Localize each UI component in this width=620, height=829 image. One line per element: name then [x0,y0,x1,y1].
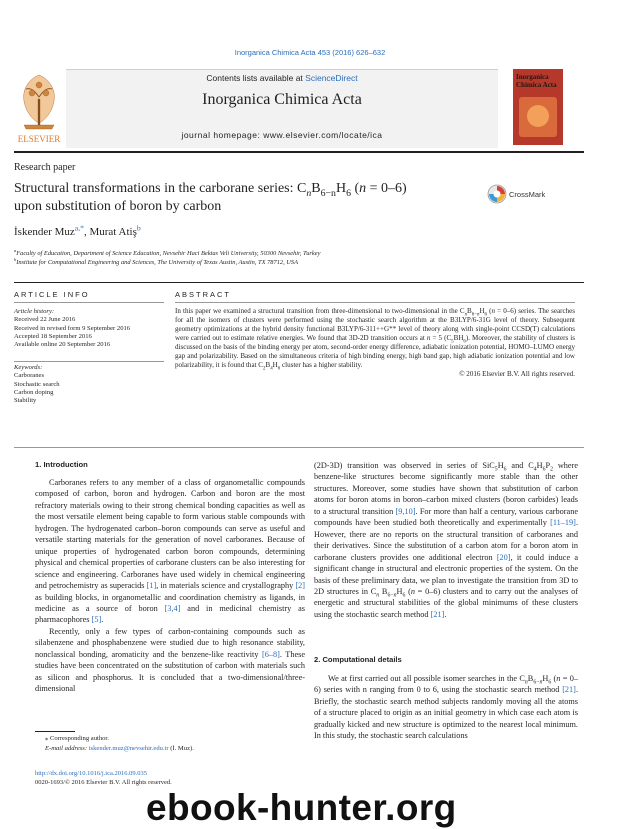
doi-block [35,769,172,787]
affil-sup: b [14,256,17,262]
journal-title: Inorganica Chimica Acta [202,91,362,108]
homepage-prefix: journal homepage: [181,130,264,140]
author-list [14,223,141,238]
body-column-right-section2 [314,673,578,742]
citation-link[interactable]: [1] [146,581,157,591]
email-label: E-mail address: [45,744,89,752]
author-separator: , [83,226,90,238]
citation-link[interactable]: [6–8] [261,649,280,659]
citation-link[interactable]: [21] [430,609,445,619]
history-item: Accepted 18 September 2016 [14,332,92,340]
keyword-item: Stochastic search [14,380,60,388]
keyword-item: Stability [14,397,37,405]
title-sub: 6−n [320,187,336,199]
footnote-rule [35,731,75,732]
article-info-heading: ARTICLE INFO [14,290,90,299]
keyword-item: Carboranes [14,372,45,380]
article-history [14,308,164,349]
author-name[interactable]: İskender Muz [14,226,75,238]
body-rule [14,447,584,448]
paragraph: Carboranes refers to any member of a class of organometallic compounds composed of carbon, boron and hydrogen. Carbon and boron are the most refractory materials owing to their strong chemical bonding capacities as well as the most versatile element being capable to form various stable compounds with hydrogen. The hydrogenated carbon–boron compounds can serve as useful and versatile starting materials for the generation of novel carboranes. Because of unique properties of hydrogenated carbon boron compounds, determining physical and chemical properties of carborane clusters can be also interesting for science and engineering. Carboranes have used widely in chemical engineering and petrochemistry as superacids [1], in materials science and crystallography [2] as building blocks, in organometallic and coordination chemistry as ligands, in medicine as a source of boron [3,4] and in medicinal chemistry as pharmacophores [5]. [35,478,306,625]
author-affil-sup[interactable]: a,* [74,223,84,233]
history-item: Received 22 June 2016 [14,316,76,324]
abstract-body: In this paper we examined a structural transition from three-dimensional to two-dimensional in the $C_nB_{6-n}H_6$ (n = 0–6) series. The searches for all the isomers of clusters were performed using the stochastic search algorithm at the B3LYP/6-31G level of theory. Subsequent geometry optimizations at the hybrid density functional B3LYP/6-311++G** level of theory along with single-point CCSD(T) calculations were carried out to estimate relative energies. We found that 3D-2D transition occurs at n = 5 $(C_5BH_6)$. Moreover, the stability of clusters is discussed on the basis of the binding energy per atom, second-order energy difference, adiabatic ionization potential, HOMO–LUMO energy gap and polarizability. Based on the simultaneous criteria of high binding energy, high band gap, high adiabatic ionization potential and low polarizability, it is found that $C_2B_4H_6$ cluster has a higher stability. © 2016 Elsevier B.V. All rights reserved. [175,307,576,378]
paragraph: Recently, only a few types of carbon-containing compounds such as silabenzene and phosphabenzene were studied due to high resonance stability, nonclassical bonding, aromaticity and the benzene-like reactivity [6–8]. These studies have been concentrated on the substitution of carbon with materials such as silicon and phosphorus. It is concluded that a two-dimensional/three-dimensional [35,626,305,694]
body-column-right [314,460,578,620]
abstract-rule [175,302,575,303]
email-link[interactable]: iskender.muz@nevsehir.edu.tr [88,744,169,752]
affiliations [14,249,574,267]
elsevier-logo-icon [14,69,64,147]
affil-text: Faculty of Education, Department of Science Education, Nevsehir Haci Bektas Veli University, 50300 Nevsehir, Turkey [16,250,321,257]
title-line2: upon substitution of boron by carbon [14,199,222,214]
contents-line [66,73,498,83]
author-affil-sup[interactable]: b [136,223,141,233]
contents-prefix: Contents lists available at [206,73,306,83]
affiliation-a [14,249,574,258]
email-tail: (İ. Muz). [168,744,194,752]
body-column-left [35,477,305,695]
title-text: Structural transformations in the carborane series: C [14,181,307,196]
citation-link[interactable]: [21] [562,685,576,695]
journal-homepage [66,130,498,140]
affiliation-b [14,258,574,267]
cover-title: Inorganica Chimica Acta [516,73,557,89]
keywords-rule [14,361,164,362]
abstract-heading: ABSTRACT [175,290,232,299]
elsevier-logo-text: ELSEVIER [17,134,61,144]
title-text: B [311,181,321,196]
title-text: H [335,181,347,196]
paragraph: (2D-3D) transition was observed in series of $SiC_5H_6$ and $C_4H_6P_2$ where benzene-like structures become significantly more stable than the other structures. Moreover, some studies have shown that substitution of carbon atoms for boron atoms in boron–carbon mixed clusters (boron carbides) leads to a structural transition [9,10]. For more than half a century, various carborane compounds have been studied both theoretically and experimentally [11–19]. However, there are no reports on the structural transition of carboranes and their derivatives. Since the substitution of a carbon atom for a boron atom in carborane clusters provides one additional electron [20], it could induce a significant change in structural and electronic properties of the system. On the basis of these preliminary data, we plan to investigate the transition from 3D to 2D structures in $C_n$ $B_{6-n}H_6$ (n = 0–6) clusters and to carry out the analyses of energetic and structural stabilities of the global minimums of these clusters using the stochastic search method [21]. [314,461,579,619]
journal-reference[interactable]: Inorganica Chimica Acta 453 (2016) 626–632 [234,48,386,57]
title-text: ( [350,181,360,196]
author-name[interactable]: Murat Atiş [89,226,137,238]
history-item: Available online 20 September 2016 [14,341,111,349]
keywords [14,364,164,405]
title-var: n [359,181,367,196]
citation-link[interactable]: [3,4] [164,603,181,613]
doi-link[interactable]: http://dx.doi.org/10.1016/j.ica.2016.09.035 [35,770,148,777]
footnotes [35,734,305,753]
citation-link[interactable]: [9,10] [395,506,416,516]
corresponding-author-note: ⁎ Corresponding author. [45,735,109,742]
affil-sup: a [14,247,17,253]
citation-link[interactable]: [5] [91,615,102,625]
sciencedirect-link[interactable]: ScienceDirect [305,73,358,83]
affil-text: Institute for Computational Engineering and Sciences, The University of Texas Austin, Austin, TX 78712, USA [16,259,298,266]
copyright-notice: © 2016 Elsevier B.V. All rights reserved. [459,369,575,378]
crossmark-icon [487,184,507,204]
crossmark-label: CrossMark [509,190,546,199]
introduction-heading: 1. Introduction [35,460,88,469]
title-sub: 6 [346,187,351,199]
computational-details-heading: 2. Computational details [314,655,402,664]
issn-line: 0020-1693/© 2016 Elsevier B.V. All rights reserved. [35,779,172,786]
article-type: Research paper [14,162,76,173]
header-rule [14,151,584,153]
keyword-item: Carbon doping [14,388,54,396]
email-line [35,744,305,754]
crossmark-button[interactable] [487,184,577,206]
history-label: Article history: [14,308,55,315]
homepage-url[interactable]: www.elsevier.com/locate/ica [263,130,383,140]
cover-art-circle [527,105,549,127]
article-info-rule [14,302,164,303]
keywords-label: Keywords: [14,364,43,371]
paragraph: We at first carried out all possible isomer searches in the $C_nB_{6-n}H_6$ (n = 0–6) series with n ranging from 0 to 6, using the stochastic search method [21]. Briefly, the stochastic search method subjects randomly moving all the atoms of a structure placed to origin as an initial geometry in which case each atom is gradually kicked and new structure is optimized to the nearest local minimum. In this study, the stochastic search calculations [314,674,579,741]
journal-cover-image [513,69,563,145]
title-text: = 0–6) [366,181,407,196]
citation-link[interactable]: [2] [295,581,305,591]
citation-link[interactable]: [11–19] [550,518,576,528]
citation-link[interactable]: [20] [496,552,511,562]
section-rule [14,282,584,283]
history-item: Received in revised form 9 September 2016 [14,324,131,332]
title-sub: n [306,187,312,199]
watermark: ebook-hunter.org [146,787,457,828]
article-title [14,180,474,216]
